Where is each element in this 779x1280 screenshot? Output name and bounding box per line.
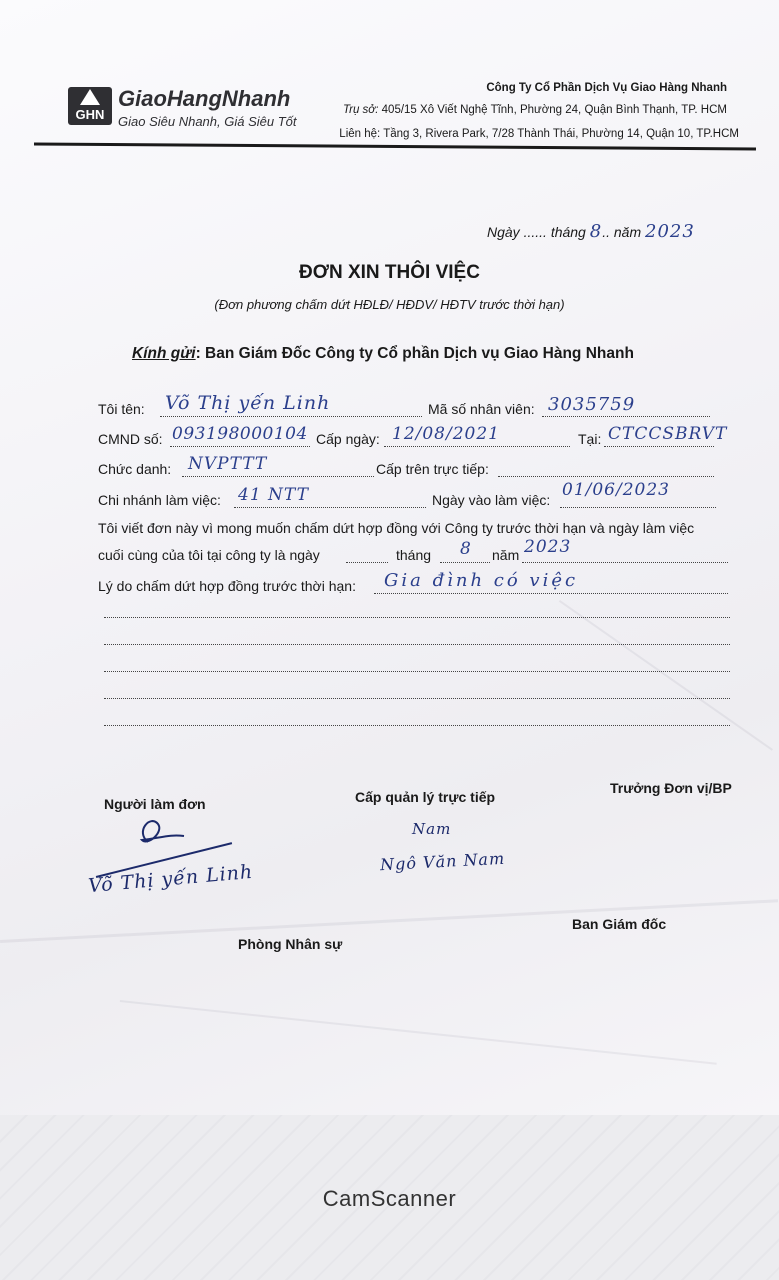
manager-signature: Nam (412, 820, 452, 838)
applicant-label: Người làm đơn (104, 796, 206, 812)
company-contact: Liên hệ: Tầng 3, Rivera Park, 7/28 Thành Thái, Phường 14, Quận 10, TP.HCM (339, 128, 739, 140)
last-year-label: năm (492, 547, 520, 563)
reason-line (374, 593, 728, 594)
manager-label: Cấp quản lý trực tiếp (355, 789, 496, 805)
document-title: ĐƠN XIN THÔI VIỆC (299, 262, 480, 283)
company-name: Công Ty Cổ Phần Dịch Vụ Giao Hàng Nhanh (486, 82, 727, 94)
manager-name: Ngô Văn Nam (379, 848, 506, 875)
position-value: NVPTTT (188, 454, 268, 474)
hr-label: Phòng Nhân sự (238, 936, 343, 952)
applicant-name: Võ Thị yến Linh (87, 860, 255, 898)
reason-extra-line (104, 644, 730, 645)
last-month-label: tháng (396, 547, 432, 563)
statement-line-2: cuối cùng của tôi tại công ty là ngày (98, 547, 320, 563)
reason-value: Gia đình có việc (384, 570, 579, 591)
employee-id-line (542, 416, 710, 417)
reason-extra-line (104, 617, 730, 618)
branch-line (234, 507, 426, 508)
document-subtitle: (Đơn phương chấm dứt HĐLĐ/ HĐDV/ HĐTV trước thời hạn) (214, 297, 565, 312)
issue-place-value: CTCCSBRVT (608, 424, 728, 444)
position-label: Chức danh: (98, 461, 172, 477)
paper-crease (120, 1000, 717, 1065)
id-card-label: CMND số: (98, 431, 163, 447)
issue-place-line (604, 446, 714, 447)
start-date-value: 01/06/2023 (562, 480, 670, 500)
start-date-line (560, 507, 716, 508)
issue-date-value: 12/08/2021 (392, 424, 500, 444)
reason-extra-line (104, 671, 730, 672)
name-label: Tôi tên: (98, 401, 145, 417)
paper-crease (559, 600, 773, 751)
branch-value: 41 NTT (238, 485, 309, 505)
issue-place-label: Tại: (578, 431, 602, 447)
name-value: Võ Thị yến Linh (165, 392, 331, 414)
last-month-line (440, 562, 490, 563)
employee-id-label: Mã số nhân viên: (428, 401, 535, 417)
last-day-line (346, 562, 388, 563)
supervisor-line (498, 476, 714, 477)
id-card-value: 093198000104 (172, 424, 308, 444)
unit-head-label: Trưởng Đơn vị/BP (610, 780, 732, 796)
header-divider (34, 142, 756, 150)
logo-name: GiaoHangNhanh (118, 86, 291, 111)
supervisor-label: Cấp trên trực tiếp: (376, 461, 489, 477)
last-year-value: 2023 (524, 537, 572, 557)
logo-slogan: Giao Siêu Nhanh, Giá Siêu Tốt (118, 114, 297, 129)
issue-date-label: Cấp ngày: (316, 431, 380, 447)
name-line (160, 416, 422, 417)
reason-extra-line (104, 698, 730, 699)
board-label: Ban Giám đốc (572, 916, 667, 932)
last-year-line (522, 562, 728, 563)
scanner-app-name: CamScanner (322, 1186, 457, 1211)
date-line: Ngày ...... tháng 8.. năm 2023 (487, 221, 695, 242)
start-date-label: Ngày vào làm việc: (432, 492, 551, 508)
statement-line-1: Tôi viết đơn này vì mong muốn chấm dứt hợp đồng với Công ty trước thời hạn và ngày làm việc (98, 520, 695, 536)
last-month-value: 8 (460, 539, 472, 559)
applicant-signature-icon (130, 812, 190, 852)
issue-date-line (384, 446, 570, 447)
position-line (182, 476, 374, 477)
company-address: Trụ sở: 405/15 Xô Viết Nghệ Tĩnh, Phường 24, Quận Bình Thạnh, TP. HCM (342, 104, 727, 116)
ghn-logo-icon: GHN (68, 87, 112, 125)
id-card-line (170, 446, 310, 447)
employee-id-value: 3035759 (548, 394, 636, 415)
recipient-line: Kính gửi: Ban Giám Đốc Công ty Cổ phần Dịch vụ Giao Hàng Nhanh (132, 345, 634, 362)
branch-label: Chi nhánh làm việc: (98, 492, 221, 508)
reason-label: Lý do chấm dứt hợp đồng trước thời hạn: (98, 578, 356, 594)
reason-extra-line (104, 725, 730, 726)
logo-triangle-icon (80, 89, 100, 105)
